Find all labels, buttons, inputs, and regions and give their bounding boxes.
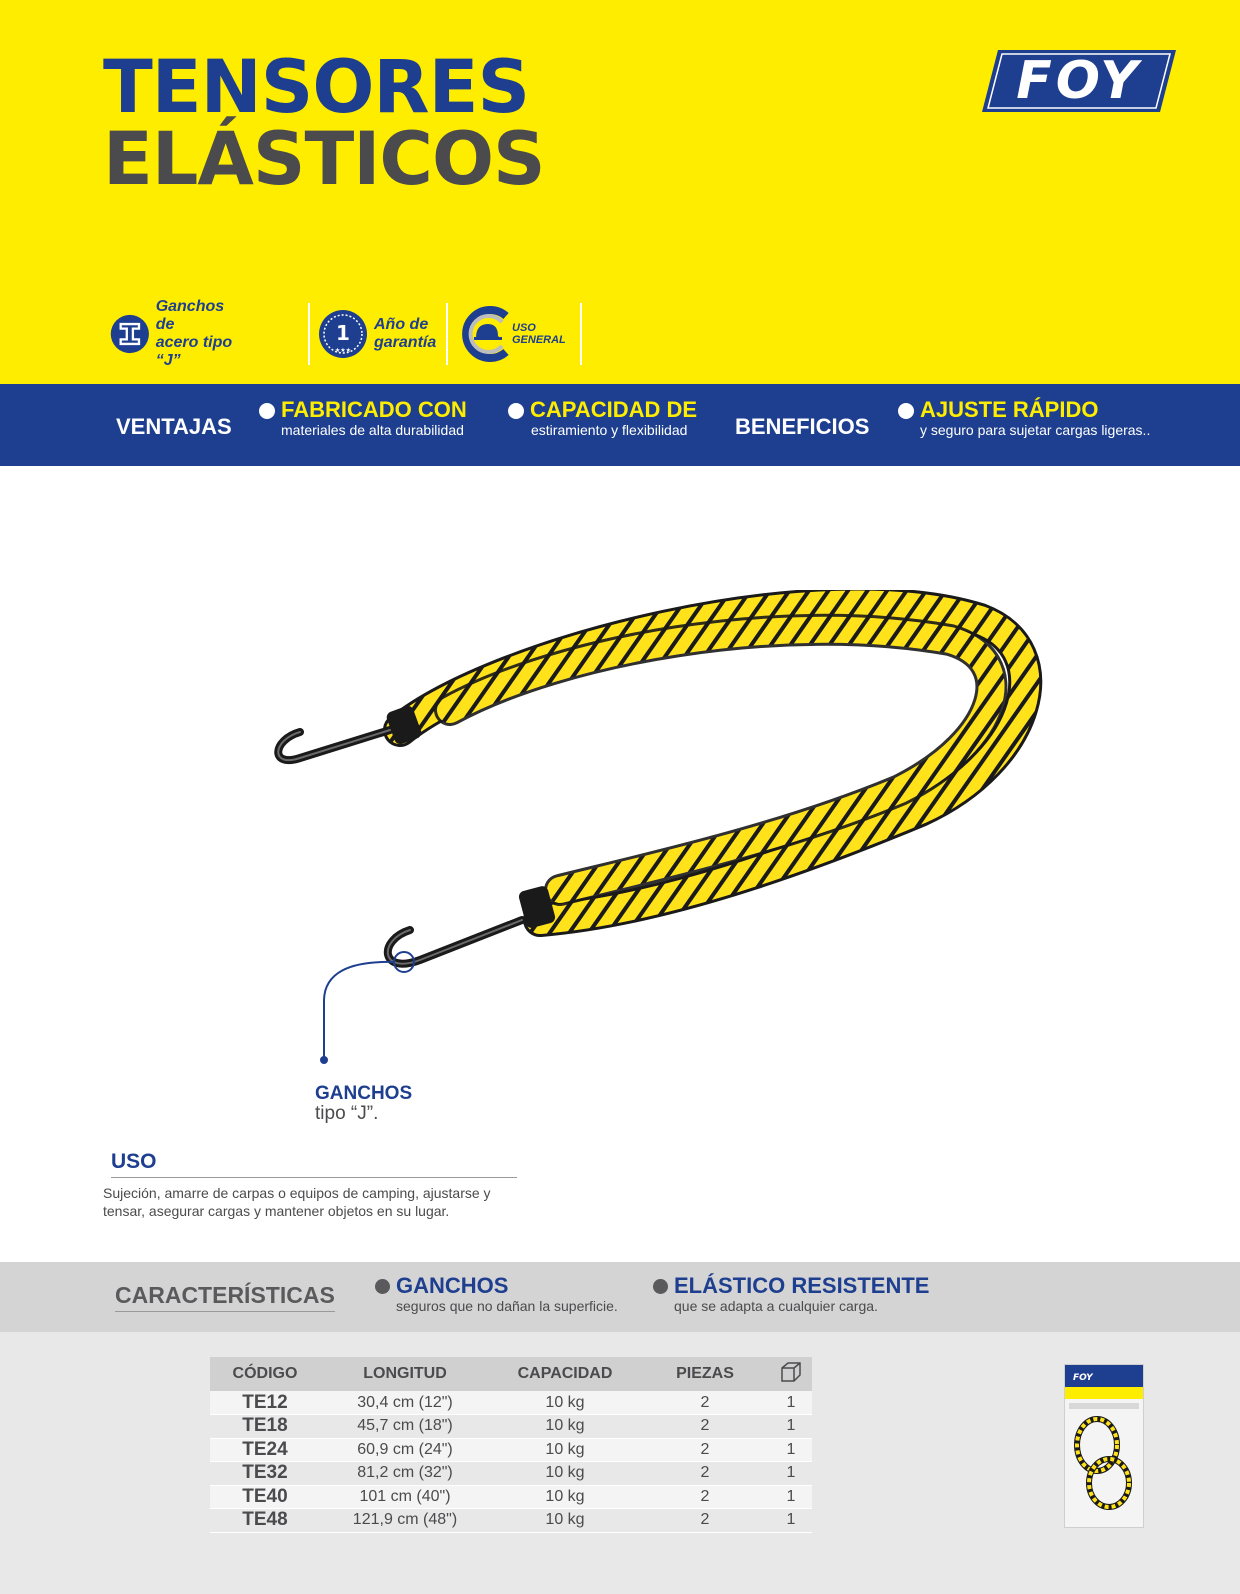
table-row <box>210 1415 812 1439</box>
cell-code: TE48 <box>210 1509 320 1533</box>
cell-code: TE40 <box>210 1485 320 1509</box>
package-illustration <box>1065 1365 1143 1527</box>
j-hook-lower <box>388 885 557 964</box>
general-use-helmet-icon <box>460 306 512 362</box>
svg-text:★★★: ★★★ <box>334 348 352 354</box>
cell-code: TE24 <box>210 1438 320 1462</box>
feature-title: ELÁSTICO RESISTENTE <box>674 1273 930 1298</box>
cell-length: 121,9 cm (48") <box>320 1509 490 1533</box>
spec-section <box>0 1332 1240 1594</box>
cell-pieces: 2 <box>640 1415 770 1439</box>
badge-1-line-1: Ganchos de <box>155 298 225 333</box>
bullet-dot <box>898 403 914 419</box>
cell-capacity: 10 kg <box>490 1391 640 1415</box>
cell-box: 1 <box>770 1462 812 1486</box>
bungee-cord-image <box>260 590 1050 1010</box>
cell-box: 1 <box>770 1438 812 1462</box>
table-row <box>210 1391 812 1415</box>
box-icon <box>780 1362 802 1382</box>
uso-description <box>103 1184 517 1220</box>
cell-pieces: 2 <box>640 1391 770 1415</box>
hooks-callout <box>315 1084 412 1124</box>
col-box <box>770 1357 812 1391</box>
advantage-item <box>281 398 467 438</box>
benefit-subtitle: y seguro para sujetar cargas ligeras.. <box>920 422 1151 438</box>
badge-divider <box>580 303 582 365</box>
advantages-band <box>0 384 1240 466</box>
badge-2-line-2: garantía <box>374 334 437 351</box>
uso-line-2: tensar, asegurar cargas y mantener objetos en su lugar. <box>103 1203 450 1219</box>
advantage-subtitle: materiales de alta durabilidad <box>281 422 464 438</box>
cell-box: 1 <box>770 1485 812 1509</box>
cell-capacity: 10 kg <box>490 1462 640 1486</box>
table-header-row <box>210 1357 812 1391</box>
cell-pieces: 2 <box>640 1462 770 1486</box>
badge-3-line-2: GENERAL <box>512 334 566 346</box>
col-length: LONGITUD <box>320 1357 490 1391</box>
cell-box: 1 <box>770 1509 812 1533</box>
callout-title: GANCHOS <box>315 1083 413 1104</box>
advantages-label: VENTAJAS <box>116 414 232 439</box>
cell-code: TE12 <box>210 1391 320 1415</box>
steel-beam-icon <box>110 308 150 360</box>
col-capacity: CAPACIDAD <box>490 1357 640 1391</box>
cell-capacity: 10 kg <box>490 1509 640 1533</box>
cell-length: 45,7 cm (18") <box>320 1415 490 1439</box>
uso-heading: USO <box>111 1150 517 1178</box>
bullet-dot <box>508 403 524 419</box>
cell-length: 101 cm (40") <box>320 1485 490 1509</box>
feature-item <box>674 1274 929 1314</box>
brand-logo <box>980 48 1178 114</box>
spec-table <box>210 1357 812 1533</box>
badge-1-line-2: acero tipo “J” <box>155 334 233 369</box>
badge-warranty <box>318 303 436 365</box>
benefits-label: BENEFICIOS <box>735 414 870 439</box>
callout-subtitle: tipo “J”. <box>315 1103 379 1124</box>
table-row <box>210 1462 812 1486</box>
benefit-title: AJUSTE RÁPIDO <box>920 397 1099 422</box>
cell-box: 1 <box>770 1415 812 1439</box>
advantage-subtitle: estiramiento y flexibilidad <box>531 422 688 438</box>
badge-3-line-1: USO <box>512 322 536 334</box>
cell-length: 81,2 cm (32") <box>320 1462 490 1486</box>
header <box>0 0 1240 384</box>
title-line-1: TENSORES <box>103 45 530 130</box>
features-label: CARACTERÍSTICAS <box>115 1282 335 1312</box>
features-band <box>0 1262 1240 1332</box>
cell-length: 30,4 cm (12") <box>320 1391 490 1415</box>
package-brand: FOY <box>1073 1373 1093 1383</box>
cell-pieces: 2 <box>640 1438 770 1462</box>
table-row <box>210 1485 812 1509</box>
title-line-2: ELÁSTICOS <box>103 117 545 202</box>
j-hook-upper <box>278 704 423 760</box>
badge-divider <box>308 303 310 365</box>
bullet-dot <box>653 1279 668 1294</box>
bullet-dot <box>375 1279 390 1294</box>
table-row <box>210 1509 812 1533</box>
one-year-warranty-icon <box>318 309 368 359</box>
feature-title: GANCHOS <box>396 1273 509 1298</box>
advantage-title: FABRICADO CON <box>281 397 467 422</box>
cell-pieces: 2 <box>640 1509 770 1533</box>
package-image <box>1064 1364 1144 1528</box>
badge-steel-hooks <box>110 298 236 369</box>
cell-capacity: 10 kg <box>490 1485 640 1509</box>
cell-code: TE18 <box>210 1415 320 1439</box>
bullet-dot <box>259 403 275 419</box>
cell-length: 60,9 cm (24") <box>320 1438 490 1462</box>
cell-pieces: 2 <box>640 1485 770 1509</box>
advantage-title: CAPACIDAD DE <box>530 397 698 422</box>
col-code: CÓDIGO <box>210 1357 320 1391</box>
warranty-number: 1 <box>336 321 350 345</box>
cell-capacity: 10 kg <box>490 1415 640 1439</box>
feature-subtitle: seguros que no dañan la superficie. <box>396 1298 618 1314</box>
uso-line-1: Sujeción, amarre de carpas o equipos de camping, ajustarse y <box>103 1185 491 1201</box>
page-title <box>103 45 545 202</box>
cell-box: 1 <box>770 1391 812 1415</box>
badge-general-use <box>460 303 566 365</box>
feature-item <box>396 1274 618 1314</box>
table-row <box>210 1438 812 1462</box>
cell-capacity: 10 kg <box>490 1438 640 1462</box>
badge-2-line-1: Año de <box>374 316 429 333</box>
advantage-item <box>530 398 697 438</box>
benefit-item <box>920 398 1150 438</box>
badge-divider <box>446 303 448 365</box>
brand-name: FOY <box>1016 51 1142 111</box>
col-pieces: PIEZAS <box>640 1357 770 1391</box>
feature-subtitle: que se adapta a cualquier carga. <box>674 1298 878 1314</box>
uso-section <box>103 1150 517 1220</box>
cell-code: TE32 <box>210 1462 320 1486</box>
